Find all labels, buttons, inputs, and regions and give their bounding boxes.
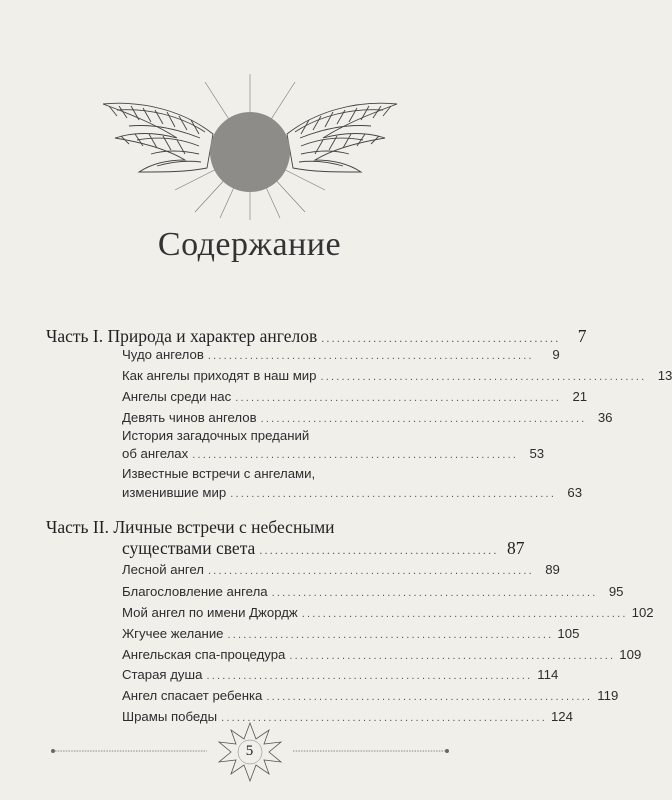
toc-entry-title-line2: об ангелах bbox=[122, 446, 189, 461]
toc-page-number: 7 bbox=[577, 326, 587, 346]
toc-entry[interactable] bbox=[122, 368, 672, 383]
toc-page-number: 119 bbox=[597, 688, 619, 703]
toc-page-number: 89 bbox=[545, 562, 560, 577]
page-title: Содержание bbox=[157, 226, 342, 263]
toc-entry-title: Ангел спасает ребенка bbox=[122, 688, 263, 703]
toc-page-number: 114 bbox=[537, 667, 559, 682]
toc-page-number: 9 bbox=[552, 347, 560, 362]
toc-leader-dots: .............................................. bbox=[259, 543, 499, 557]
toc-entry[interactable] bbox=[122, 446, 545, 461]
toc-part-title: Часть I. Природа и характер ангелов bbox=[46, 326, 318, 346]
toc-entry[interactable] bbox=[122, 688, 619, 703]
toc-leader-dots: .............................................................. bbox=[260, 413, 587, 425]
toc-entry[interactable] bbox=[122, 485, 583, 500]
toc-leader-dots: .............................................. bbox=[321, 331, 561, 345]
toc-entry-title-line1[interactable]: История загадочных преданий bbox=[122, 428, 310, 443]
toc-entry-title: Благословление ангела bbox=[122, 584, 268, 599]
toc-part-2[interactable] bbox=[122, 538, 525, 559]
toc-entry[interactable] bbox=[122, 347, 560, 362]
toc-leader-dots: .............................................................. bbox=[271, 587, 598, 599]
toc-page-number: 87 bbox=[507, 538, 525, 558]
toc-entry[interactable] bbox=[122, 667, 559, 682]
toc-entry[interactable] bbox=[122, 626, 580, 641]
toc-leader-dots: .............................................................. bbox=[230, 488, 557, 500]
toc-leader-dots: .............................................................. bbox=[289, 650, 616, 662]
toc-entry[interactable] bbox=[122, 562, 560, 577]
toc-page-number: 124 bbox=[550, 709, 573, 724]
toc-entry-title: Ангелы среди нас bbox=[122, 389, 232, 404]
toc-page-number: 105 bbox=[557, 626, 580, 641]
toc-leader-dots: .............................................................. bbox=[320, 371, 647, 383]
toc-entry-title: Шрамы победы bbox=[122, 709, 218, 724]
toc-entry-title: Лесной ангел bbox=[122, 562, 204, 577]
toc-part-1[interactable] bbox=[46, 326, 587, 347]
toc-page-number: 36 bbox=[597, 410, 613, 425]
toc-page-number: 63 bbox=[567, 485, 583, 500]
toc-leader-dots: .............................................................. bbox=[221, 712, 547, 724]
toc-leader-dots: .............................................................. bbox=[235, 392, 562, 404]
toc-leader-dots: .............................................................. bbox=[301, 608, 628, 620]
page-number: 5 bbox=[245, 743, 254, 759]
toc-page-number: 13 bbox=[657, 368, 672, 383]
toc-leader-dots: .............................................................. bbox=[266, 691, 593, 703]
toc-leader-dots: .............................................................. bbox=[207, 350, 534, 362]
toc-entry-title: Ангельская спа-процедура bbox=[122, 647, 286, 662]
toc-entry-title: Старая душа bbox=[122, 667, 203, 682]
toc-page-number: 95 bbox=[608, 584, 624, 599]
toc-part-2-title-line1[interactable]: Часть II. Личные встречи с небесными bbox=[46, 517, 335, 537]
toc-entry-title: Девять чинов ангелов bbox=[122, 410, 257, 425]
toc-leader-dots: .............................................................. bbox=[206, 670, 533, 682]
toc-entry[interactable] bbox=[122, 584, 624, 599]
toc-page-number: 102 bbox=[631, 605, 654, 620]
toc-page-number: 21 bbox=[572, 389, 588, 404]
toc-entry-title: Жгучее желание bbox=[122, 626, 224, 641]
toc-leader-dots: .............................................................. bbox=[227, 629, 554, 641]
toc-entry-title-line1[interactable]: Известные встречи с ангелами, bbox=[122, 466, 316, 481]
toc-page-number: 53 bbox=[529, 446, 545, 461]
toc-leader-dots: .............................................................. bbox=[192, 449, 519, 461]
toc-leader-dots: .............................................................. bbox=[207, 565, 534, 577]
toc-entry[interactable] bbox=[122, 605, 654, 620]
toc-entry-title-line2: изменившие мир bbox=[122, 485, 227, 500]
toc-entry[interactable] bbox=[122, 647, 642, 662]
toc-entry-title: Чудо ангелов bbox=[122, 347, 204, 362]
toc-entry[interactable] bbox=[122, 410, 613, 425]
toc-page-number: 109 bbox=[619, 647, 642, 662]
toc-entry[interactable] bbox=[122, 389, 588, 404]
toc-entry-title: Как ангелы приходят в наш мир bbox=[122, 368, 317, 383]
toc-part-title-line2: существами света bbox=[122, 538, 256, 558]
toc-entry-title: Мой ангел по имени Джордж bbox=[122, 605, 298, 620]
